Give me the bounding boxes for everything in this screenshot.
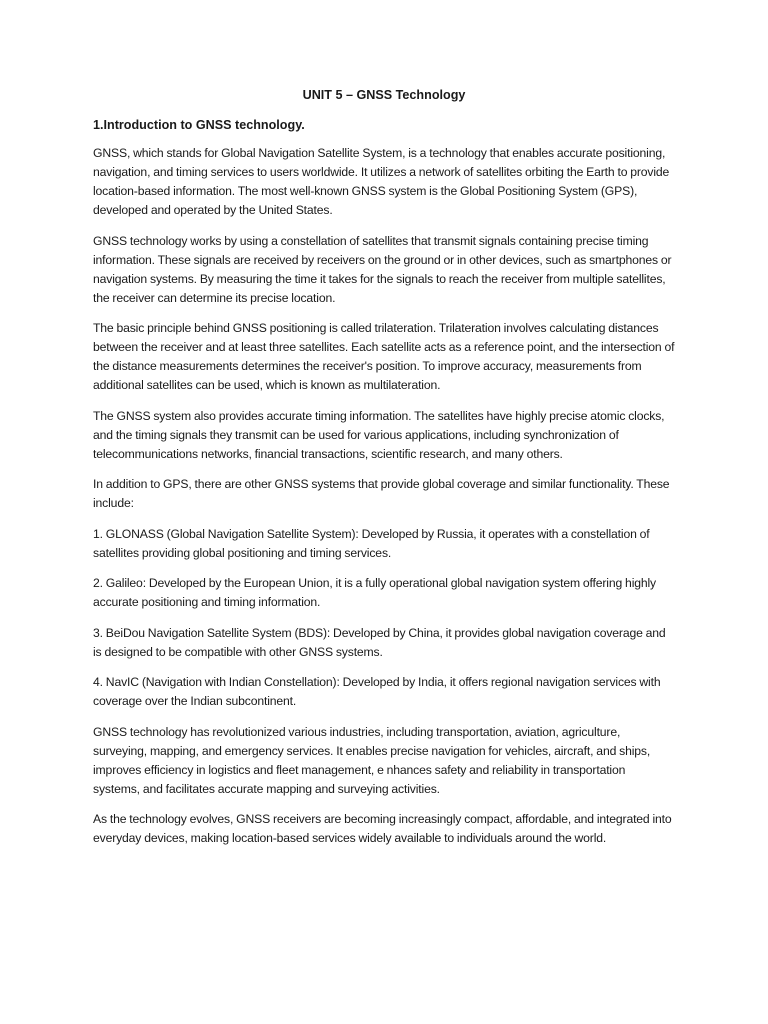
paragraph-other-systems-intro: In addition to GPS, there are other GNSS systems that provide global coverage and similar functionality. These include: bbox=[93, 477, 670, 510]
list-item-glonass: 1. GLONASS (Global Navigation Satellite System): Developed by Russia, it operates with a constellation of satellites providing global positioning and timing services. bbox=[93, 526, 650, 560]
list-item-navic: 4. NavIC (Navigation with Indian Constellation): Developed by India, it offers regional navigation services with coverage over the Indian subcontinent. bbox=[93, 675, 661, 708]
list-item-galileo: 2. Galileo: Developed by the European Union, it is a fully operational global navigation system offering highly accurate positioning and timing information. bbox=[93, 576, 657, 609]
document-body bbox=[93, 86, 675, 860]
section-heading: 1.Introduction to GNSS technology. bbox=[93, 118, 305, 132]
paragraph-timing: The GNSS system also provides accurate timing information. The satellites have highly precise atomic clocks, and the timing signals they transmit can be used for various applications, including synchronization of telecommunications networks, financial transactions, scientific research, and many others. bbox=[93, 408, 665, 461]
paragraph-gnss-definition: GNSS, which stands for Global Navigation Satellite System, is a technology that enables accurate positioning, navigation, and timing services to users worldwide. It utilizes a network of satellites orbiting the Earth to provide location-based information. The most well-known GNSS system is the Global Positioning System (GPS), developed and operated by the United States. bbox=[93, 146, 670, 217]
page-title: UNIT 5 – GNSS Technology bbox=[302, 88, 466, 102]
paragraph-how-it-works: GNSS technology works by using a constellation of satellites that transmit signals containing precise timing information. These signals are received by receivers on the ground or in other devices, such as smartphones or navigation systems. By measuring the time it takes for the signals to reach the receiver from multiple satellites, the receiver can determine its precise location. bbox=[93, 233, 672, 305]
paragraph-applications: GNSS technology has revolutionized various industries, including transportation, aviation, agriculture, surveying, mapping, and emergency services. It enables precise navigation for vehicles, aircraft, and ships, improves efficiency in logistics and fleet management, e nhances safety and reliability in transportation systems, and facilitates accurate mapping and surveying activities. bbox=[93, 724, 651, 796]
paragraph-future: As the technology evolves, GNSS receivers are becoming increasingly compact, affordable, and integrated into everyday devices, making location-based services widely available to individuals around the world. bbox=[93, 812, 672, 845]
list-item-beidou: 3. BeiDou Navigation Satellite System (BDS): Developed by China, it provides global navigation coverage and is designed to be compatible with other GNSS systems. bbox=[93, 625, 666, 659]
paragraph-trilateration: The basic principle behind GNSS positioning is called trilateration. Trilateration involves calculating distances between the receiver and at least three satellites. Each satellite acts as a reference point, and the intersection of the distance measurements determines the receiver's position. To improve accuracy, measurements from additional satellites can be used, which is known as multilateration. bbox=[93, 321, 675, 392]
